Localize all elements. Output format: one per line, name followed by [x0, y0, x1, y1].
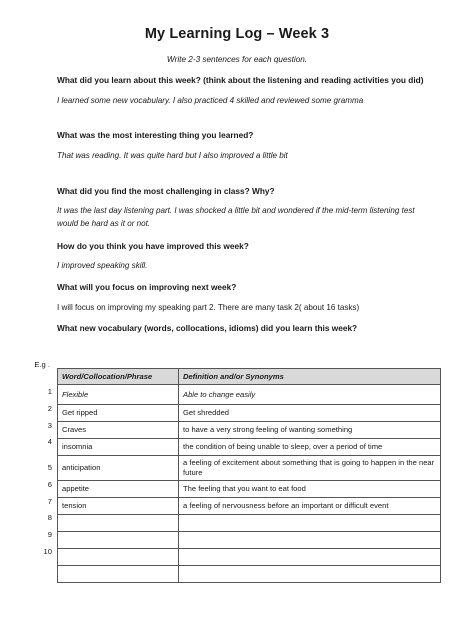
row-number: 1 [47, 387, 52, 396]
question-3: What did you find the most challenging in class? Why? [57, 186, 275, 196]
page-title: My Learning Log – Week 3 [144, 26, 330, 42]
example-label: E.g . [34, 360, 50, 369]
question-2: What was the most interesting thing you learned? [57, 130, 254, 140]
table-row [58, 566, 441, 583]
question-6: What new vocabulary (words, collocations, idioms) did you learn this week? [57, 323, 358, 333]
header-word: Word/Collocation/Phrase [58, 369, 179, 385]
word-cell [58, 566, 179, 583]
question-5: What will you focus on improving next week? [57, 282, 237, 292]
table-row [58, 498, 441, 515]
table-row [58, 481, 441, 498]
answer-2: That was reading. It was quite hard but I also improved a little bit [57, 151, 288, 160]
definition-cell [179, 549, 441, 566]
row-number: 7 [47, 497, 52, 506]
answer-1: I learned some new vocabulary. I also practiced 4 skilled and reviewed some gramma [57, 96, 364, 105]
table-row [58, 405, 441, 422]
word-cell: tension [58, 498, 179, 515]
instructions: Write 2-3 sentences for each question. [166, 55, 308, 64]
word-cell [58, 549, 179, 566]
definition-cell: Get shredded [179, 405, 441, 422]
table-row [58, 439, 441, 456]
question-1: What did you learn about this week? (think about the listening and reading activities you did) [57, 75, 424, 85]
row-number: 2 [47, 404, 52, 413]
definition-cell: a feeling of nervousness before an important or difficult event [179, 498, 441, 515]
table-row [58, 549, 441, 566]
table-header-row [58, 369, 441, 385]
table-row [58, 422, 441, 439]
definition-cell: The feeling that you want to eat food [179, 481, 441, 498]
word-cell [58, 515, 179, 532]
row-number: 8 [47, 513, 52, 522]
definition-cell: a feeling of excitement about something that is going to happen in the near future [179, 456, 441, 481]
header-definition: Definition and/or Synonyms [179, 369, 441, 385]
word-cell [58, 532, 179, 549]
definition-cell: to have a very strong feeling of wanting something [179, 422, 441, 439]
row-number: 5 [47, 463, 52, 472]
table-row [58, 532, 441, 549]
table-row [58, 515, 441, 532]
answer-5: I will focus on improving my speaking part 2. There are many task 2( about 16 tasks) [57, 303, 360, 312]
question-4: How do you think you have improved this week? [57, 241, 249, 251]
row-number: 10 [43, 547, 52, 556]
answer-3: It was the last day listening part. I was shocked a little bit and wondered if the mid-term listening test would be hard as it or not. [57, 206, 415, 228]
row-number: 3 [47, 421, 52, 430]
row-number: 9 [47, 530, 52, 539]
vocabulary-table [57, 368, 441, 583]
table-row-example [58, 385, 441, 405]
answer-4: I improved speaking skill. [57, 261, 148, 270]
word-cell: Flexible [58, 385, 179, 405]
definition-cell [179, 532, 441, 549]
word-cell: appetite [58, 481, 179, 498]
word-cell: Craves [58, 422, 179, 439]
word-cell: anticipation [58, 456, 179, 481]
word-cell: Get ripped [58, 405, 179, 422]
definition-cell: Able to change easily [179, 385, 441, 405]
definition-cell: the condition of being unable to sleep, over a period of time [179, 439, 441, 456]
table-row [58, 456, 441, 481]
definition-cell [179, 515, 441, 532]
row-number: 4 [47, 437, 52, 446]
word-cell: insomnia [58, 439, 179, 456]
definition-cell [179, 566, 441, 583]
row-number: 6 [47, 480, 52, 489]
